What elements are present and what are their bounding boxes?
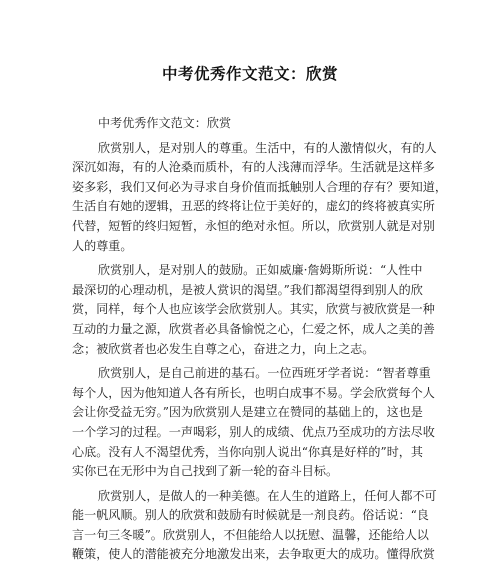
- paragraph-line: 生活自有她的逻辑，丑恶的终将让位于美好的，虚幻的终将被真实所: [72, 199, 435, 214]
- paragraph-line: 会让你受益无穷。”因为欣赏别人是建立在赞同的基础上的，这也是: [72, 405, 423, 420]
- document-subtitle: 中考优秀作文范文：欣赏: [98, 116, 232, 130]
- paragraph-line: 深沉如海，有的人沧桑而质朴，有的人浅薄而浮华。生活就是这样多: [72, 160, 435, 175]
- paragraph-line: 每个人，因为他知道人各有所长，也明白成事不易。学会欣赏每个人: [72, 385, 435, 400]
- paragraph-line: 姿多彩，我们又何必为寻求自身价值而抵触别人合理的存有？要知道，: [72, 179, 447, 194]
- paragraph-encouragement: [72, 261, 436, 359]
- paragraph-respect: [72, 139, 447, 257]
- paragraph-line: 言一句三冬暖”。欣赏别人，不但能给人以抚慰、温馨，还能给人以: [72, 527, 429, 542]
- paragraph-line: 欣赏别人，是对别人的鼓励。正如威廉·詹姆斯所说：“人性中: [98, 263, 423, 278]
- paragraph-line: 人的尊重。: [72, 238, 133, 253]
- paragraph-virtue: [72, 487, 436, 565]
- paragraph-progress: [72, 364, 436, 482]
- paragraph-line: 代替，短暂的终归短暂，永恒的绝对永恒。所以，欣赏别人就是对别: [72, 218, 435, 233]
- document-body: [72, 114, 447, 570]
- paragraph-line: 鞭策，使人的潜能被充分地激发出来，去争取更大的成功。懂得欣赏: [72, 547, 435, 562]
- paragraph-line: 最深切的心理动机，是被人赏识的渴望。”我们都渴望得到别人的欣: [72, 282, 423, 297]
- paragraph-line: 赏，同样，每个人也应该学会欣赏别人。其实，欣赏与被欣赏是一种: [72, 302, 435, 317]
- paragraph-line: 欣赏别人，是对别人的尊重。生活中，有的人激情似火，有的人: [98, 140, 437, 155]
- paragraph-line: 一个学习的过程。一声喝彩，别人的成绩、优点乃至成功的方法尽收: [72, 424, 435, 439]
- paragraph-line: 心底。没有人不渴望优秀，当你向别人说出“你真是好样的”时，其: [72, 444, 423, 459]
- paragraph-line: 实你已在无形中为自己找到了新一轮的奋斗目标。: [72, 464, 339, 479]
- paragraph-line: 欣赏别人，是自己前进的基石。一位西班牙学者说：“智者尊重: [98, 366, 431, 381]
- paragraph-line: 欣赏别人，是做人的一种美德。在人生的道路上，任何人都不可: [98, 488, 437, 503]
- paragraph-line: 能一帆风顺。别人的欣赏和鼓励有时候就是一剂良药。俗话说：“良: [72, 508, 429, 523]
- document-title: 中考优秀作文范文：欣赏: [161, 65, 338, 83]
- paragraph-line: 念；被欣赏者也必发生自尊之心，奋进之力，向上之志。: [72, 341, 375, 356]
- paragraph-line: 互动的力量之源，欣赏者必具备愉悦之心，仁爱之怀，成人之美的善: [72, 321, 435, 336]
